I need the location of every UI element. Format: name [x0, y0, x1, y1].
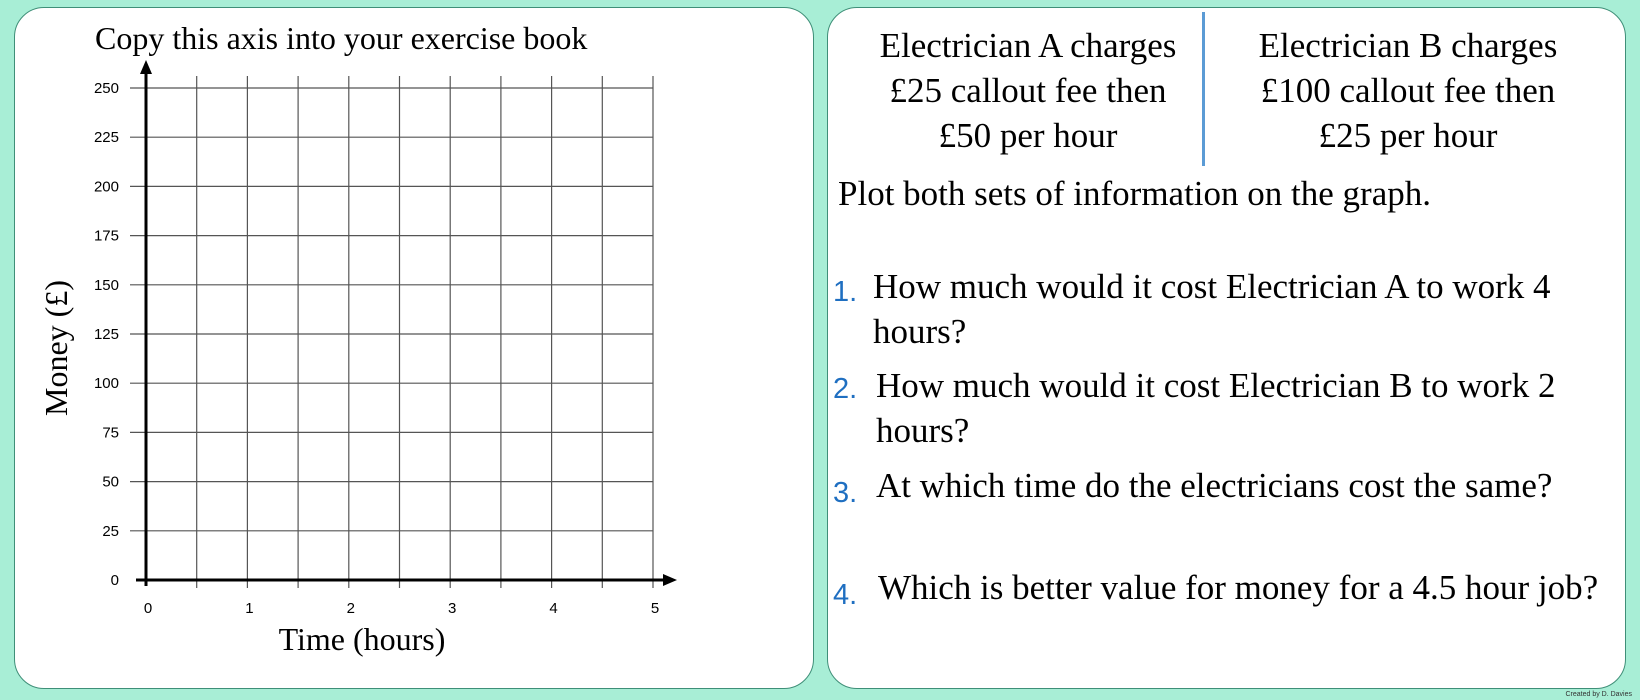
y-tick-label: 150 — [93, 276, 119, 294]
question-text: Which is better value for money for a 4.5 hour job? — [878, 568, 1599, 607]
question-number: 2. — [833, 373, 858, 405]
y-tick-labels — [94, 80, 119, 589]
electrician-a-info — [848, 23, 1208, 158]
y-tick-label: 50 — [102, 473, 119, 491]
y-tick-label: 200 — [93, 178, 119, 196]
y-tick-label: 0 — [110, 572, 119, 589]
question-number: 4. — [833, 579, 858, 611]
x-tick-labels — [144, 600, 659, 617]
x-tick-label: 3 — [448, 600, 457, 617]
y-tick-label: 25 — [102, 522, 119, 540]
y-axis-arrowhead — [140, 60, 152, 74]
x-tick-label: 5 — [650, 600, 660, 617]
x-axis-title: Time (hours) — [278, 621, 446, 657]
y-tick-label: 250 — [93, 80, 119, 97]
electrician-b-line2: £100 callout fee then — [1260, 71, 1556, 110]
y-tick-label: 100 — [93, 375, 119, 393]
x-tick-label: 4 — [549, 600, 558, 617]
electrician-a-line3: £50 per hour — [938, 116, 1118, 155]
info-divider — [1202, 12, 1205, 166]
grid-lines — [130, 76, 653, 588]
x-tick-label: 0 — [143, 600, 153, 617]
electrician-b-line3: £25 per hour — [1318, 116, 1498, 155]
question-text: At which time do the electricians cost the same? — [876, 466, 1553, 505]
electrician-a-line1: Electrician A charges — [879, 26, 1177, 65]
plot-instruction: Plot both sets of information on the graph. — [838, 174, 1431, 213]
axes — [136, 60, 677, 586]
x-tick-label: 1 — [245, 600, 254, 617]
electrician-a-line2: £25 callout fee then — [889, 71, 1167, 110]
question-text: How much would it cost Electrician B to work 2 hours? — [876, 366, 1556, 450]
question-number: 1. — [833, 276, 858, 308]
blank-axis-chart — [15, 8, 815, 690]
x-axis-arrowhead — [663, 574, 677, 586]
graph-panel — [14, 7, 814, 689]
electrician-b-info — [1228, 23, 1588, 158]
y-tick-label: 125 — [93, 326, 119, 343]
y-tick-label: 225 — [93, 129, 119, 147]
electrician-b-line1: Electrician B charges — [1258, 26, 1558, 65]
credit-text: Created by D. Davies — [1565, 691, 1632, 698]
y-tick-label: 75 — [102, 424, 119, 442]
y-tick-label: 175 — [93, 227, 119, 245]
y-axis-title: Money (£) — [38, 280, 74, 416]
question-panel — [827, 7, 1626, 689]
x-tick-label: 2 — [346, 600, 355, 617]
axis-instruction: Copy this axis into your exercise book — [95, 20, 588, 56]
question-text: How much would it cost Electrician A to work 4 hours? — [873, 267, 1551, 351]
question-number: 3. — [833, 477, 858, 509]
